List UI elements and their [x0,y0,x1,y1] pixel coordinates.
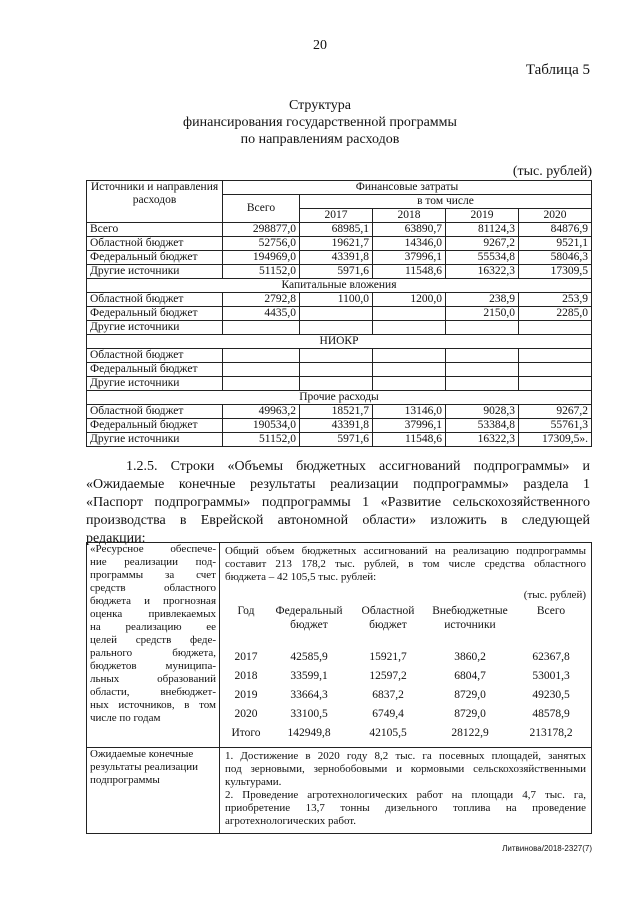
label-line: результаты реализации [90,761,198,773]
cell: 55761,3 [519,419,592,433]
cell: 2017 [234,651,258,663]
results-label [87,748,220,834]
cell: 4435,0 [223,307,300,321]
cell: 58046,3 [519,251,592,265]
cell: 9267,2 [519,405,592,419]
resources-label [87,543,220,748]
label-line: целей средств феде- [90,634,216,646]
section-other: Прочие расходы [87,391,592,405]
cell: 2018 [234,670,258,682]
row-name: Другие источники [87,265,223,279]
label-line: бюджетов муниципа- [90,660,216,672]
table-row [87,265,592,279]
cell: 194969,0 [223,251,300,265]
paragraph-line: «Паспорт подпрограммы» подпрограммы 1 «Развитие сельскохозяйственного [86,495,590,510]
cell: 33100,5 [290,708,328,720]
cell: 5971,6 [300,265,373,279]
cell: 238,9 [446,293,519,307]
row-name: Областной бюджет [87,237,223,251]
table-row [87,223,592,237]
financing-table [86,180,592,447]
title-line: по направлениям расходов [240,132,400,147]
table-row [87,433,592,447]
table-row [87,363,592,377]
cell: 190534,0 [223,419,300,433]
header-total: Всего [223,195,300,223]
cell: 43391,8 [300,251,373,265]
resources-by-year-table [225,604,587,745]
cell: 9521,1 [519,237,592,251]
result-line: приобретение 13,7 тонны дизельного топлива на проведение [225,802,586,814]
header-year: 2019 [446,209,519,223]
table-row [87,405,592,419]
table-row [87,307,592,321]
header-sources: Источники и направления расходов [87,181,223,223]
cell: 2792,8 [223,293,300,307]
cell: 6804,7 [454,670,486,682]
section-niokr: НИОКР [87,335,592,349]
title-line: Структура [288,98,352,113]
cell: 16322,3 [446,433,519,447]
cell [373,307,446,321]
cell: 8729,0 [454,708,486,720]
cell: 11548,6 [373,265,446,279]
table-row [87,377,592,391]
row-name: Федеральный бюджет [87,307,223,321]
cell: 1200,0 [373,293,446,307]
col-year: Год [237,605,255,617]
label-line: «Ресурсное обеспече- [90,543,216,555]
col-fed: Федеральный бюджет [275,605,343,631]
col-obl: Областной бюджет [361,605,415,631]
cell: 81124,3 [446,223,519,237]
cell: 16322,3 [446,265,519,279]
table-row [225,726,587,745]
cell: 9267,2 [446,237,519,251]
label-line: области, внебюджет- [90,686,216,698]
amendment-paragraph [86,458,590,548]
result-line: 1. Достижение в 2020 году 8,2 тыс. га посевных площадей, занятых [225,750,586,762]
cell: 13146,0 [373,405,446,419]
label-line: ние реализации под- [90,556,216,568]
cell: 51152,0 [223,265,300,279]
cell: 53384,8 [446,419,519,433]
cell [300,307,373,321]
label-line: ных источников, в том [90,699,216,711]
label-line: подпрограммы [90,774,160,786]
table-row [87,349,592,363]
header-incl: в том числе [300,195,592,209]
row-name: Областной бюджет [87,405,223,419]
cell: 37996,1 [373,251,446,265]
cell: 15921,7 [369,651,407,663]
table-row [87,321,592,335]
label-line: оценка привлекаемых [90,608,216,620]
paragraph-line: производства в Еврейской автономной области» изложить в следующей [86,513,590,528]
intro-line: составит 213 178,2 тыс. рублей, в том числе средства областного [225,558,586,570]
cell: 33599,1 [290,670,328,682]
label-line: Ожидаемые конечные [90,748,194,760]
label-line: бюджета и прогнозная [90,595,216,607]
header-year: 2017 [300,209,373,223]
cell: 42585,9 [290,651,328,663]
cell: 43391,8 [300,419,373,433]
table-row [87,251,592,265]
cell: 253,9 [519,293,592,307]
cell: 14346,0 [373,237,446,251]
row-name: Федеральный бюджет [87,251,223,265]
cell: 6837,2 [372,689,404,701]
table-row [87,293,592,307]
cell: 63890,7 [373,223,446,237]
intro-line: бюджета – 42 105,5 тыс. рублей: [225,571,377,583]
cell: 17309,5 [519,265,592,279]
table-label: Таблица 5 [525,62,590,78]
cell: 2285,0 [519,307,592,321]
cell: 18521,7 [300,405,373,419]
cell: 17309,5». [519,433,592,447]
label-line: на реализацию ее [90,621,216,633]
cell: 2020 [234,708,258,720]
results-content [220,748,592,834]
cell: 51152,0 [223,433,300,447]
paragraph-line: редакции: [86,531,146,546]
row-name: Всего [87,223,223,237]
cell: 49230,5 [532,689,570,701]
result-line: культурами. [225,776,282,788]
cell: 213178,2 [529,727,573,739]
cell: 52756,0 [223,237,300,251]
col-all: Всего [536,605,566,617]
result-line: 2. Проведение агротехнологических работ на площади 4,7 тыс. га, [225,789,586,801]
table-row [225,688,587,707]
cell: 8729,0 [454,689,486,701]
label-line: льных образований [90,673,216,685]
col-vne: Внебюджетные источники [432,605,508,631]
cell: 12597,2 [369,670,407,682]
row-name: Федеральный бюджет [87,363,223,377]
cell: 53001,3 [532,670,570,682]
intro-line: Общий объем бюджетных ассигнований на реализацию подпрограммы [225,545,586,557]
cell: 298877,0 [223,223,300,237]
passport-table [86,542,592,834]
row-name: Федеральный бюджет [87,419,223,433]
cell: Итого [231,727,261,739]
paragraph-line: «Ожидаемые конечные результаты реализации подпрограммы» раздела 1 [86,477,590,492]
cell: 142949,8 [287,727,331,739]
cell: 62367,8 [532,651,570,663]
cell: 6749,4 [372,708,404,720]
header-year: 2020 [519,209,592,223]
row-name: Другие источники [87,433,223,447]
cell: 49963,2 [223,405,300,419]
cell: 2150,0 [446,307,519,321]
cell: 11548,6 [373,433,446,447]
table-row [225,650,587,669]
row-name: Областной бюджет [87,293,223,307]
paragraph-line: 1.2.5. Строки «Объемы бюджетных ассигнований подпрограммы» и [126,459,590,474]
cell: 42105,5 [369,727,407,739]
cell: 3860,2 [454,651,486,663]
table-row [87,237,592,251]
cell: 68985,1 [300,223,373,237]
table-row [87,419,592,433]
result-line: под зерновыми, зернобобовыми и кормовыми сельскохозяйственными [225,763,586,775]
title-line: финансирования государственной программы [183,115,457,130]
cell: 33664,3 [290,689,328,701]
cell: 37996,1 [373,419,446,433]
units-note: (тыс. рублей) [512,164,592,179]
section-capital: Капитальные вложения [87,279,592,293]
cell: 48578,9 [532,708,570,720]
row-name: Другие источники [87,377,223,391]
cell: 1100,0 [300,293,373,307]
footer-code: Литвинова/2018-2327(7) [502,844,592,853]
resources-content [220,543,592,748]
cell: 55534,8 [446,251,519,265]
units-note-2: (тыс. рублей) [523,589,586,601]
row-name: Другие источники [87,321,223,335]
cell: 84876,9 [519,223,592,237]
cell: 5971,6 [300,433,373,447]
header-year: 2018 [373,209,446,223]
table-title [0,97,640,148]
cell: 28122,9 [451,727,489,739]
header-fin: Финансовые затраты [223,181,592,195]
cell: 9028,3 [446,405,519,419]
result-line: агротехнологических работ. [225,815,357,827]
cell: 19621,7 [300,237,373,251]
table-row [225,669,587,688]
label-line: программы за счет [90,569,216,581]
table-row [225,707,587,726]
page-number: 20 [313,38,327,53]
cell: 2019 [234,689,258,701]
label-line: числе по годам [90,712,161,724]
label-line: рального бюджета, [90,647,216,659]
label-line: средств областного [90,582,216,594]
row-name: Областной бюджет [87,349,223,363]
